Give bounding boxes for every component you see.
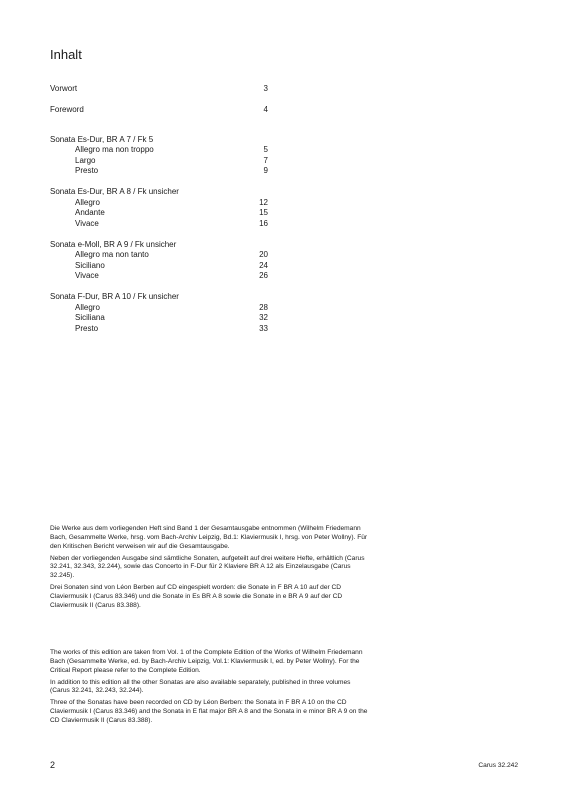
toc-sonata-heading — [50, 240, 268, 250]
toc-entry-page: 4 — [263, 105, 268, 115]
note-paragraph: Neben der vorliegenden Ausgabe sind sämtliche Sonaten, aufgeteilt auf drei weitere Hefte, erhältlich (Carus 32.241, 32.343, 32.244), sowie das Concerto in F-Dur für 2 Klaviere BR A 12 als Einzelausgabe (Carus 32.245). — [50, 554, 365, 580]
note-paragraph: In addition to this edition all the other Sonatas are also available separately, published in three volumes (Carus 32.241, 32.243, 32.244). — [50, 678, 351, 695]
movement-label: Siciliana — [75, 313, 105, 323]
toc-entry-page: 3 — [263, 84, 268, 93]
page-title: Inhalt — [50, 47, 82, 62]
movement-page: 12 — [259, 197, 268, 207]
movement-label: Allegro — [75, 302, 100, 312]
toc-movement — [50, 271, 268, 281]
movement-page: 20 — [259, 250, 268, 260]
toc-sonata-heading — [50, 135, 268, 145]
movement-page: 26 — [259, 271, 268, 281]
catalog-reference: Carus 32.242 — [478, 762, 518, 769]
movement-page: 28 — [259, 302, 268, 312]
movement-page: 24 — [259, 260, 268, 270]
notes-german — [50, 525, 368, 614]
toc-movement — [50, 324, 268, 334]
toc-sonata-heading — [50, 187, 268, 197]
movement-label: Allegro ma non tanto — [75, 250, 149, 260]
movement-label: Largo — [75, 155, 96, 165]
sonata-title: Sonata e-Moll, BR A 9 / Fk unsicher — [50, 239, 177, 249]
toc-movement — [50, 208, 268, 218]
movement-label: Allegro — [75, 197, 100, 207]
movement-page: 32 — [259, 313, 268, 323]
table-of-contents — [50, 84, 268, 334]
movement-label: Andante — [75, 208, 105, 218]
movement-page: 5 — [263, 145, 268, 155]
movement-page: 15 — [259, 208, 268, 218]
note-paragraph: Drei Sonaten sind von Léon Berben auf CD eingespielt worden: die Sonate in F BR A 10 auf der CD Claviermusik I (Carus 83.346) und die Sonate in Es BR A 8 sowie die Sonate in e BR A 9 auf der CD Claviermusik II (Carus 83.388). — [50, 584, 343, 609]
toc-movement — [50, 261, 268, 271]
movement-label: Vivace — [75, 218, 99, 228]
toc-entry-label: Foreword — [50, 105, 84, 115]
sonata-title: Sonata Es-Dur, BR A 7 / Fk 5 — [50, 134, 154, 144]
toc-entry-label: Vorwort — [50, 84, 78, 93]
toc-entry-vorwort — [50, 84, 268, 94]
note-paragraph: The works of this edition are taken from Vol. 1 of the Complete Edition of the Works of Wilhelm Friedemann Bach (Gesammelte Werke, ed. by Bach-Archiv Leipzig, Vol.1: Klaviermusik I, ed. by Peter Wollny). For the Critical Report please refer to the Complete Edition. — [50, 649, 363, 674]
toc-movement — [50, 198, 268, 208]
movement-label: Siciliano — [75, 260, 105, 270]
sonata-title: Sonata Es-Dur, BR A 8 / Fk unsicher — [50, 187, 179, 197]
toc-movement — [50, 145, 268, 155]
toc-movement — [50, 250, 268, 260]
movement-label: Presto — [75, 323, 99, 333]
toc-movement — [50, 219, 268, 229]
notes-english — [50, 649, 368, 729]
movement-label: Presto — [75, 165, 99, 175]
movement-page: 33 — [259, 323, 268, 333]
toc-entry-foreword — [50, 105, 268, 115]
toc-movement — [50, 166, 268, 176]
page-number: 2 — [50, 760, 56, 770]
movement-label: Vivace — [75, 271, 99, 281]
sonata-title: Sonata F-Dur, BR A 10 / Fk unsicher — [50, 292, 179, 302]
movement-page: 7 — [263, 155, 268, 165]
toc-sonata-heading — [50, 292, 268, 302]
movement-page: 9 — [263, 165, 268, 175]
toc-movement — [50, 303, 268, 313]
toc-movement — [50, 313, 268, 323]
note-paragraph: Die Werke aus dem vorliegenden Heft sind Band 1 der Gesamtausgabe entnommen (Wilhelm Friedemann Bach, Gesammelte Werke, hrsg. vom Bach-Archiv Leipzig, Bd.1: Klaviermusik I, hrsg. von Peter Wollny). Für den Kritischen Bericht verweisen wir auf die Gesamtausgabe. — [50, 525, 368, 550]
movement-page: 16 — [259, 218, 268, 228]
toc-movement — [50, 156, 268, 166]
note-paragraph: Three of the Sonatas have been recorded on CD by Léon Berben: the Sonata in F BR A 10 on the CD Claviermusik I (Carus 83.346) and the Sonata in E flat major BR A 8 and the Sonata in e minor BR A 9 on the CD Claviermusik II (Carus 83.388). — [50, 699, 368, 724]
movement-label: Allegro ma non troppo — [75, 145, 154, 155]
